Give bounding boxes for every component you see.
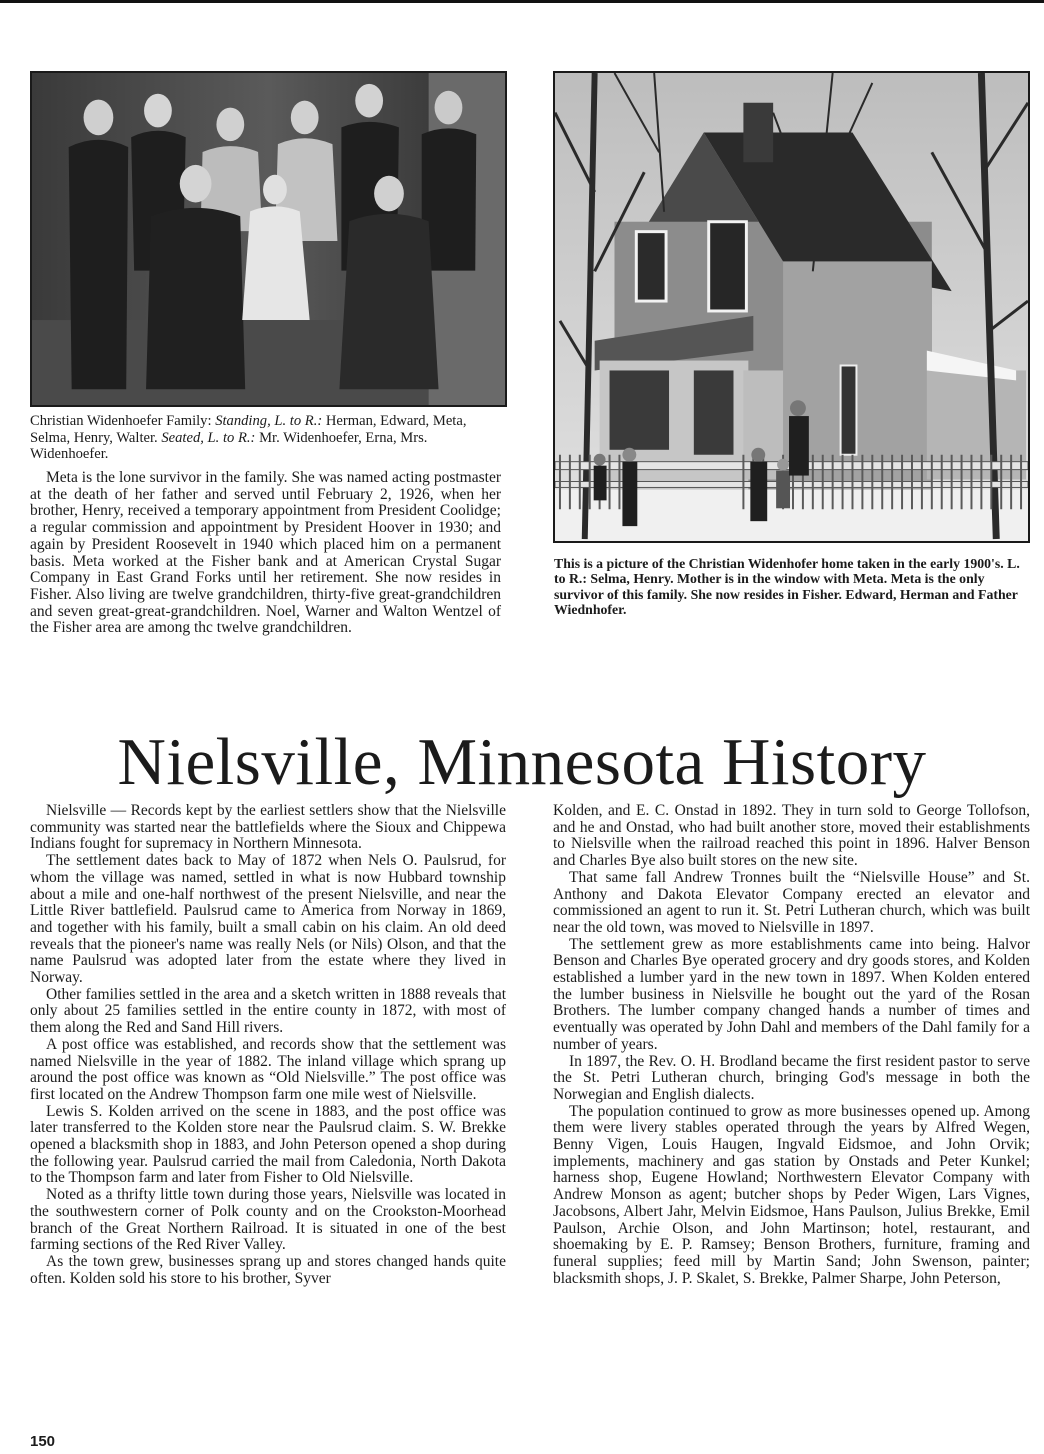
caption-seated-label: Seated, L. to R.: [161, 429, 256, 446]
top-rule [0, 0, 1044, 3]
history-column-right [553, 803, 1030, 1287]
history-paragraph: Kolden, and E. C. Onstad in 1892. They in turn sold to George Tollofson, and he and Onstad, who had built another store, moved their establishments to Nielsville when the railroad reached this point in 1896. Halver Benson and Charles Bye also built stores on the new site. [553, 802, 1030, 870]
history-paragraph: The population continued to grow as more businesses opened up. Among them were livery stables operated through the years by Alfred Wegen, Benny Vigen, Louis Haugen, Ingvald Eidsmoe, and John Orvik; implements, machinery and gas station by Onstads and Peter Kunkel; harness shop, Eugene Howland; Northwestern Elevator Company with Andrew Monson as agent; butcher shops by Peder Wigen, Lars Vignes, Jacobsons, Albert Jahr, Melvin Eidsmoe, Hans Paulson, Julius Brekke, Emil Paulson, Archie Olson, and John Martinson; hotel, restaurant, and shoemaking by E. P. Ramsey; Benson Brothers, furniture, framing and funeral supplies; feed mill by Martin Sand; John Swenson, painter; blacksmith shops, J. P. Skalet, S. Brekke, Palmer Sharpe, John Peterson, [553, 1102, 1030, 1287]
meta-paragraph [30, 470, 501, 637]
history-column-left [30, 803, 506, 1287]
family-photo [30, 71, 507, 407]
history-paragraph: Other families settled in the area and a sketch written in 1888 reveals that only about 25 families settled in the entire county in 1872, with most of them along the Red and Sand Hill rivers. [30, 985, 506, 1037]
history-paragraph: That same fall Andrew Tronnes built the “Nielsville House” and St. Anthony and Dakota Elevator Company erected an elevator and commissioned an agent to run it. St. Petri Lutheran church, which was built near the old town, was moved to Nielsville in 1897. [553, 868, 1030, 936]
history-paragraph: Nielsville — Records kept by the earliest settlers show that the Nielsville community was started near the battlefields where the Sioux and Chippewa Indians fought for supremacy in Northern Minnesota. [30, 802, 506, 853]
house-caption-text: This is a picture of the Christian Widenhofer home taken in the early 1900's. L. to R.: Selma, Henry. Mother is in the window with Meta. Meta is the only survivor of this family. She now resides in Fisher. Edward, Herman and Father Wiednhofer. [554, 556, 1020, 618]
page-title: Nielsville, Minnesota History [117, 725, 927, 799]
caption-standing-label: Standing, L. to R.: [215, 413, 323, 429]
house-photo-caption [554, 556, 1032, 618]
family-photo-image [32, 73, 505, 405]
history-paragraph: The settlement grew as more establishments came into being. Halvor Benson and Charles Bye operated grocery and dry goods stores, and Kolden established a lumber yard in the new town in 1897. When Kolden entered the lumber business in Nielsville he bought out the yard of the Rosan Brothers. The lumber company changed hands a number of times and eventually was operated by John Dahl and members of the Dahl family for a number of years. [553, 935, 1030, 1053]
family-photo-caption [30, 413, 508, 463]
house-photo [553, 71, 1030, 543]
caption-seated-names: Mr. Widenhoefer, Erna, Mrs. Widenhoefer. [30, 429, 428, 463]
caption-label: Christian Widenhoefer Family: [30, 413, 212, 429]
history-paragraph: Lewis S. Kolden arrived on the scene in 1883, and the post office was later transferred to the Kolden store near the Paulsrud claim. S. W. Brekke opened a blacksmith shop in 1883, and John Peterson opened a shop during the following year. Paulsrud carried the mail from Caledonia, North Dakota to the Thompson farm and later from Fisher to Old Nielsville. [30, 1102, 506, 1187]
history-paragraph: As the town grew, businesses sprang up and stores changed hands quite often. Kolden sold his store to his brother, Syver [30, 1252, 506, 1287]
history-paragraph: In 1897, the Rev. O. H. Brodland became the first resident pastor to serve the St. Petri Lutheran church, bringing God's message in both the Norwegian and English dialects. [553, 1052, 1030, 1103]
history-paragraph: Noted as a thrifty little town during those years, Nielsville was located in the southwestern corner of Polk county and on the Crookston-Moorhead branch of the Great Northern Railroad. It is situated in one of the best farming sections of the Red River Valley. [30, 1186, 506, 1254]
house-photo-image [555, 73, 1028, 541]
caption-standing-names: Herman, Edward, Meta, Selma, Henry, Walter. [30, 413, 467, 446]
history-paragraph: A post office was established, and records show that the settlement was named Nielsville in the year of 1882. The inland village which sprang up around the post office was known as “Old Nielsville.” The post office was first located on the Andrew Thompson farm one mile west of Nielsville. [30, 1035, 506, 1103]
page-number: 150 [30, 1433, 56, 1450]
history-paragraph: The settlement dates back to May of 1872 when Nels O. Paulsrud, for whom the village was named, settled in what is now Hubbard township about a mile and one-half northwest of the present Nielsville, and near the Little River battlefield. Paulsrud came to America from Norway in 1869, and together with his family, built a small cabin on his claim. An old deed reveals that the pioneer's name was really Nels (or Nils) Olson, and that the name Paulsrud was adopted later from the estate where they lived in Norway. [30, 852, 506, 987]
meta-paragraph-text: Meta is the lone survivor in the family. She was named acting postmaster at the death of her father and served until February 2, 1926, when her brother, Henry, received a temporary appointment from President Coolidge; a regular commission and appointment by President Hoover in 1930; and again by President Roosevelt in 1940 which placed him on a permanent basis. Meta worked at the Fisher bank and at American Crystal Sugar Company in East Grand Forks until her retirement. She now resides in Fisher. Also living are twelve grandchildren, thirty-five great-grandchildren and seven great-great-grandchildren. Noel, Warner and Walton Wentzel of the Fisher area are among thc twelve grandchildren. [30, 469, 501, 637]
